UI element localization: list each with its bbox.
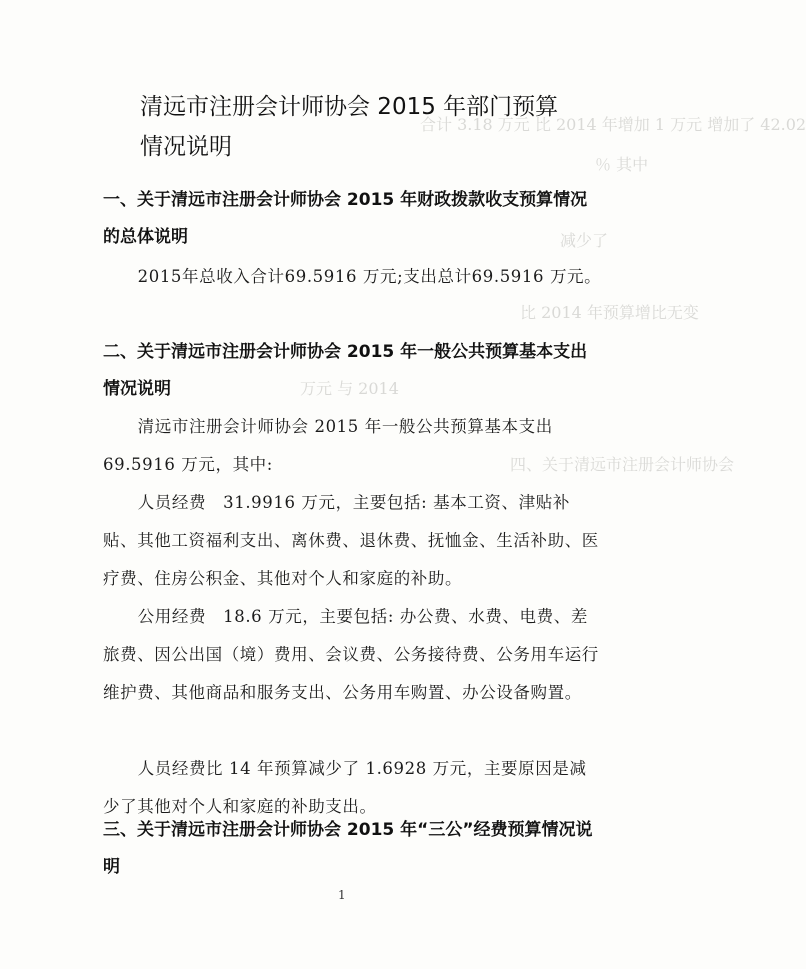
bleed-through-text: 四、关于清远市注册会计师协会 bbox=[510, 455, 735, 474]
bleed-through-text: 合计 3.18 万元 比 2014 年增加 1 万元 增加了 42.02 bbox=[420, 115, 806, 134]
bleed-through-text: 万元 与 2014 bbox=[300, 379, 399, 398]
page-number: 1 bbox=[338, 888, 346, 902]
bleed-through-text: 减少了 bbox=[560, 231, 609, 250]
section-2-paragraph-3: 公用经费 18.6 万元，主要包括: 办公费、水费、电费、差旅费、因公出国（境）费用、会议费、公务接待费、公务用车运行维护费、其他商品和服务支出、公务用车购置、办公设备购置。 bbox=[103, 607, 599, 702]
section-2-paragraph-1: 清远市注册会计师协会 2015 年一般公共预算基本支出69.5916 万元，其中: bbox=[103, 417, 553, 474]
section-1-paragraph-1: 2015年总收入合计69.5916 万元;支出总计69.5916 万元。 bbox=[137, 267, 602, 286]
section-heading-2: 二、关于清远市注册会计师协会 2015 年一般公共预算基本支出情况说明 bbox=[103, 342, 588, 399]
section-2-paragraph-4: 人员经费比 14 年预算减少了 1.6928 万元，主要原因是减少了其他对个人和家庭的补助支出。 bbox=[103, 759, 587, 816]
bleed-through-text: 比 2014 年预算增比无变 bbox=[520, 303, 699, 322]
section-heading-1: 一、关于清远市注册会计师协会 2015 年财政拨款收支预算情况的总体说明 bbox=[103, 190, 588, 247]
bleed-through-text: ％ 其中 bbox=[595, 155, 649, 174]
section-heading-3: 三、关于清远市注册会计师协会 2015 年“三公”经费预算情况说明 bbox=[103, 820, 593, 877]
page-title: 清远市注册会计师协会 2015 年部门预算情况说明 bbox=[140, 94, 559, 161]
section-2-paragraph-2: 人员经费 31.9916 万元，主要包括: 基本工资、津贴补贴、其他工资福利支出、离休费、退休费、抚恤金、生活补助、医疗费、住房公积金、其他对个人和家庭的补助。 bbox=[103, 493, 599, 588]
